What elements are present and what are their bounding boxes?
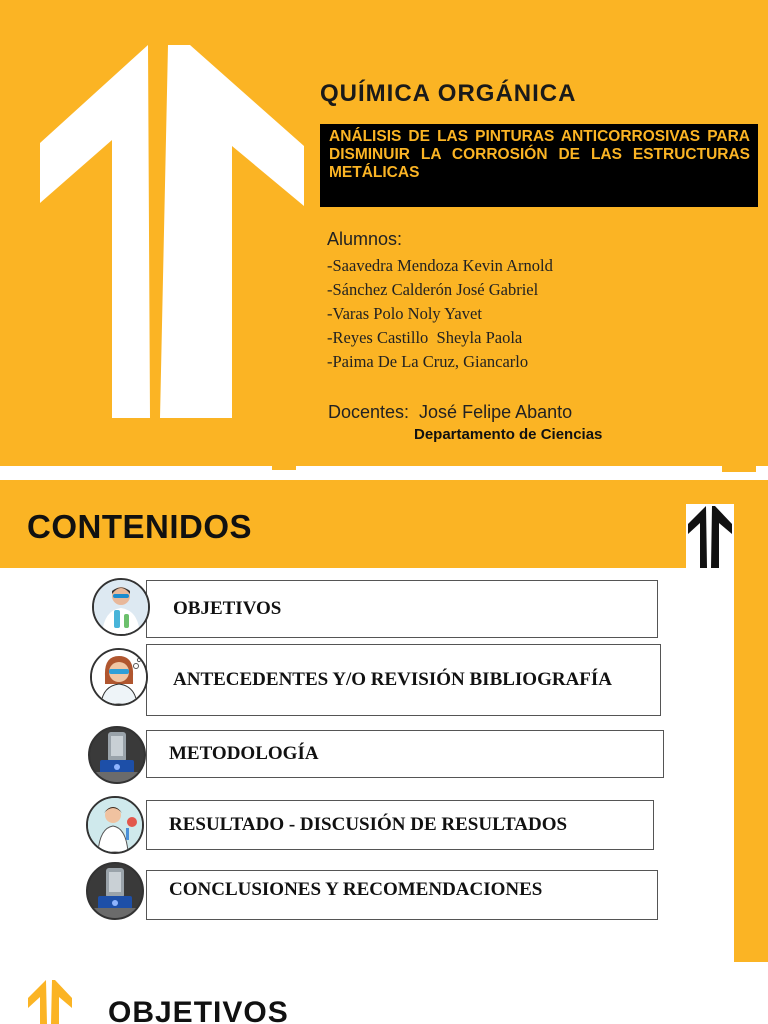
department-name: Departamento de Ciencias [414, 426, 603, 443]
contents-slide [0, 480, 768, 962]
toc-item-label: OBJETIVOS [173, 598, 282, 619]
toc-item-conclusiones[interactable] [146, 870, 658, 920]
scientist-woman-icon [90, 648, 148, 706]
student-name: -Saavedra Mendoza Kevin Arnold [327, 256, 553, 275]
lab-equipment-icon [86, 862, 144, 920]
objectives-slide [0, 962, 768, 1024]
lab-equipment-icon [88, 726, 146, 784]
double-up-arrow-icon [686, 504, 734, 568]
title-slide [0, 0, 768, 466]
double-up-arrow-icon [26, 978, 74, 1024]
student-name: -Varas Polo Noly Yavet [327, 304, 482, 323]
student-name: -Reyes Castillo Sheyla Paola [327, 328, 523, 347]
lab-scientist-icon [92, 578, 150, 636]
double-up-arrow-icon [0, 0, 320, 466]
side-bar [734, 480, 768, 962]
toc-item-antecedentes[interactable] [146, 644, 661, 716]
students-label: Alumnos: [327, 229, 403, 249]
toc-item-metodologia[interactable] [146, 730, 664, 778]
toc-item-label: RESULTADO - DISCUSIÓN DE RESULTADOS [169, 814, 568, 835]
toc-item-objetivos[interactable] [146, 580, 658, 638]
toc-item-resultados[interactable] [146, 800, 654, 850]
contents-title: CONTENIDOS [27, 508, 253, 545]
toc-item-label: CONCLUSIONES Y RECOMENDACIONES [169, 879, 543, 900]
slide-separator [0, 466, 768, 476]
student-name: -Paima De La Cruz, Giancarlo [327, 352, 529, 371]
objectives-title: OBJETIVOS [108, 996, 289, 1024]
teachers-line: Docentes: José Felipe Abanto [328, 402, 573, 422]
toc-item-label: ANTECEDENTES Y/O REVISIÓN BIBLIOGRAFÍA [173, 669, 613, 690]
toc-item-label: METODOLOGÍA [169, 743, 319, 764]
course-title: QUÍMICA ORGÁNICA [320, 80, 577, 107]
thesis-title-box [320, 124, 758, 207]
researcher-icon [86, 796, 144, 854]
thesis-title: ANÁLISIS DE LAS PINTURAS ANTICORROSIVAS PARA DISMINUIR LA CORROSIÓN DE LAS ESTRUCTURAS METÁLICAS [329, 128, 750, 181]
student-name: -Sánchez Calderón José Gabriel [327, 280, 539, 299]
